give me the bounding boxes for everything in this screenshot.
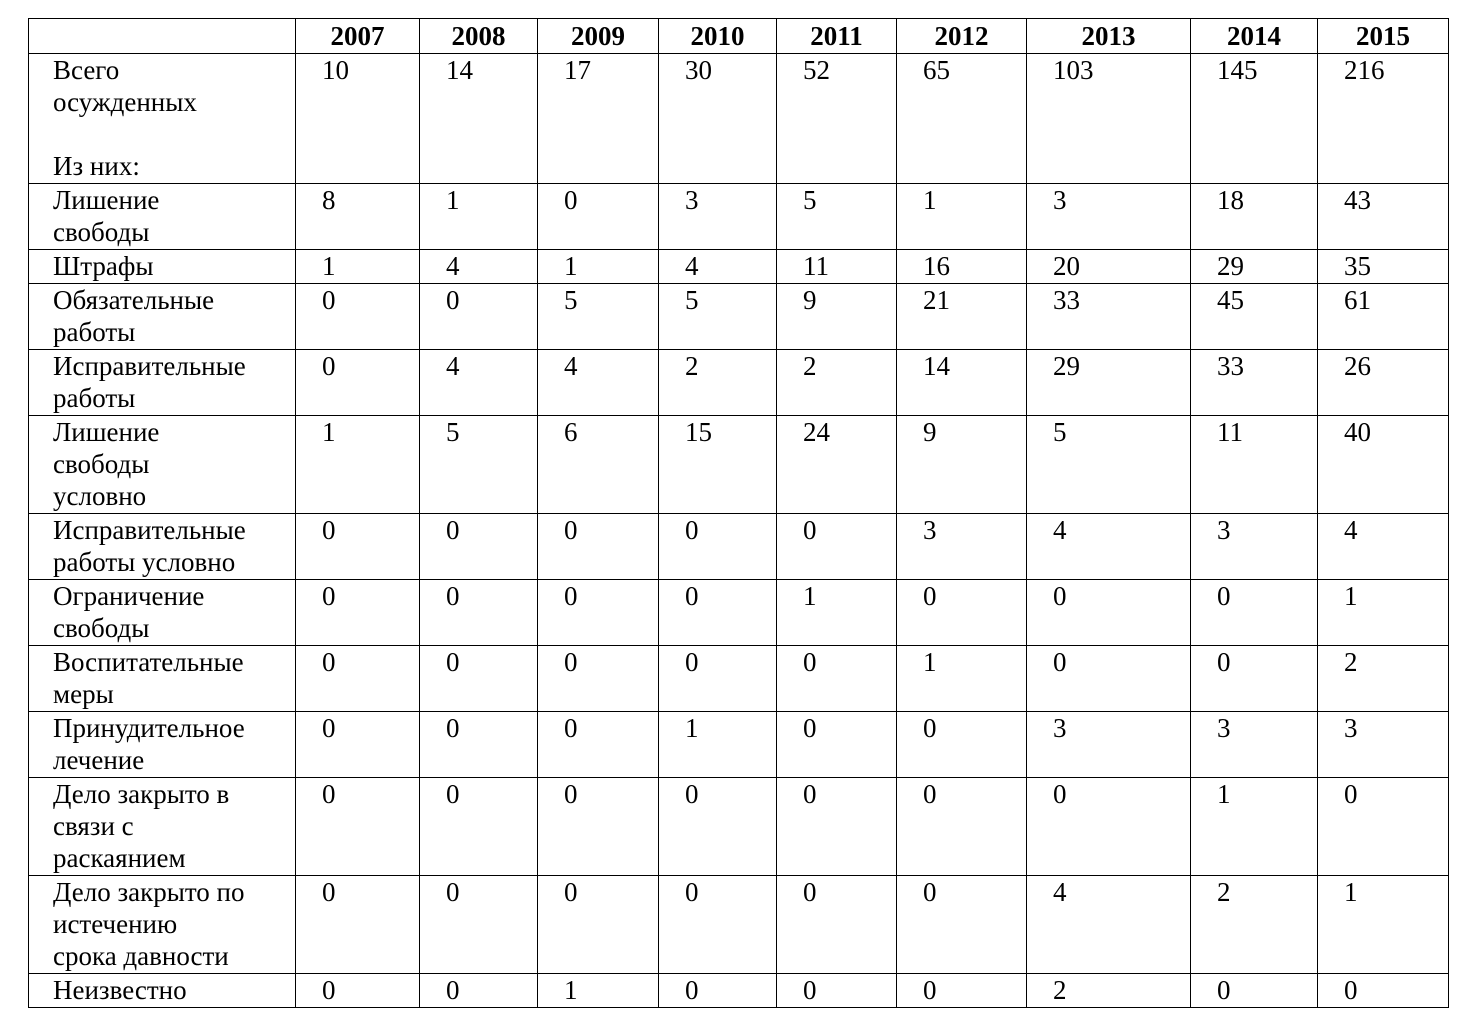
value-cell: 65 — [897, 54, 1027, 184]
value-cell: 0 — [1027, 580, 1191, 646]
value-cell: 33 — [1027, 284, 1191, 350]
value-cell: 15 — [659, 416, 777, 514]
value-cell: 0 — [1191, 580, 1318, 646]
value-cell: 3 — [1027, 712, 1191, 778]
value-cell: 43 — [1318, 184, 1449, 250]
row-label-cell — [29, 416, 296, 514]
row-label: Всего осужденных Из них: — [53, 55, 197, 181]
value-cell: 5 — [659, 284, 777, 350]
row-label-cell — [29, 778, 296, 876]
value-cell: 0 — [420, 646, 538, 712]
table-row — [29, 284, 1449, 350]
table-row — [29, 580, 1449, 646]
value-cell: 2 — [1027, 974, 1191, 1008]
row-label: Исправительные работы условно — [53, 515, 246, 577]
value-cell: 0 — [659, 778, 777, 876]
row-label: Дело закрыто по истечению срока давности — [53, 877, 245, 971]
value-cell: 29 — [1191, 250, 1318, 284]
value-cell: 0 — [897, 580, 1027, 646]
row-label: Принудительное лечение — [53, 713, 245, 775]
value-cell: 2 — [1318, 646, 1449, 712]
value-cell: 10 — [296, 54, 420, 184]
value-cell: 11 — [777, 250, 897, 284]
value-cell: 5 — [420, 416, 538, 514]
value-cell: 0 — [1318, 974, 1449, 1008]
value-cell: 0 — [538, 876, 659, 974]
year-header: 2010 — [659, 19, 777, 54]
value-cell: 0 — [897, 712, 1027, 778]
value-cell: 4 — [420, 350, 538, 416]
value-cell: 0 — [538, 184, 659, 250]
value-cell: 2 — [659, 350, 777, 416]
value-cell: 0 — [777, 712, 897, 778]
row-label-cell — [29, 54, 296, 184]
row-label: Воспитательные меры — [53, 647, 244, 709]
value-cell: 61 — [1318, 284, 1449, 350]
row-label: Дело закрыто в связи с раскаянием — [53, 779, 230, 873]
value-cell: 0 — [296, 350, 420, 416]
year-header: 2008 — [420, 19, 538, 54]
value-cell: 33 — [1191, 350, 1318, 416]
value-cell: 5 — [538, 284, 659, 350]
table-row — [29, 974, 1449, 1008]
year-header: 2012 — [897, 19, 1027, 54]
value-cell: 1 — [777, 580, 897, 646]
value-cell: 0 — [659, 580, 777, 646]
value-cell: 4 — [1318, 514, 1449, 580]
value-cell: 4 — [1027, 514, 1191, 580]
header-row — [29, 19, 1449, 54]
row-label-cell — [29, 350, 296, 416]
value-cell: 3 — [1027, 184, 1191, 250]
value-cell: 3 — [1191, 514, 1318, 580]
value-cell: 30 — [659, 54, 777, 184]
value-cell: 1 — [1318, 580, 1449, 646]
row-label: Неизвестно — [53, 975, 187, 1005]
table-row — [29, 646, 1449, 712]
value-cell: 0 — [538, 712, 659, 778]
value-cell: 0 — [538, 514, 659, 580]
row-label: Обязательные работы — [53, 285, 215, 347]
value-cell: 1 — [1191, 778, 1318, 876]
value-cell: 0 — [777, 514, 897, 580]
value-cell: 5 — [777, 184, 897, 250]
value-cell: 0 — [1191, 646, 1318, 712]
value-cell: 0 — [777, 876, 897, 974]
value-cell: 0 — [659, 646, 777, 712]
value-cell: 2 — [1191, 876, 1318, 974]
value-cell: 18 — [1191, 184, 1318, 250]
value-cell: 0 — [296, 778, 420, 876]
value-cell: 1 — [538, 250, 659, 284]
value-cell: 26 — [1318, 350, 1449, 416]
value-cell: 1 — [296, 250, 420, 284]
value-cell: 0 — [296, 284, 420, 350]
table-row — [29, 712, 1449, 778]
value-cell: 1 — [296, 416, 420, 514]
value-cell: 29 — [1027, 350, 1191, 416]
row-label: Исправительные работы — [53, 351, 246, 413]
year-header: 2013 — [1027, 19, 1191, 54]
value-cell: 52 — [777, 54, 897, 184]
table-row — [29, 184, 1449, 250]
value-cell: 9 — [897, 416, 1027, 514]
value-cell: 1 — [420, 184, 538, 250]
value-cell: 14 — [897, 350, 1027, 416]
year-header: 2007 — [296, 19, 420, 54]
value-cell: 0 — [420, 580, 538, 646]
value-cell: 3 — [1191, 712, 1318, 778]
value-cell: 16 — [897, 250, 1027, 284]
value-cell: 3 — [897, 514, 1027, 580]
value-cell: 1 — [538, 974, 659, 1008]
value-cell: 3 — [1318, 712, 1449, 778]
value-cell: 9 — [777, 284, 897, 350]
value-cell: 4 — [538, 350, 659, 416]
value-cell: 103 — [1027, 54, 1191, 184]
row-label-cell — [29, 580, 296, 646]
value-cell: 2 — [777, 350, 897, 416]
value-cell: 0 — [420, 876, 538, 974]
table-row — [29, 778, 1449, 876]
row-label-cell — [29, 184, 296, 250]
value-cell: 3 — [659, 184, 777, 250]
value-cell: 4 — [1027, 876, 1191, 974]
table-row — [29, 250, 1449, 284]
value-cell: 0 — [897, 974, 1027, 1008]
row-label: Ограничение свободы — [53, 581, 205, 643]
row-label-cell — [29, 712, 296, 778]
row-label: Лишение свободы условно — [53, 417, 160, 511]
value-cell: 4 — [420, 250, 538, 284]
table-row — [29, 54, 1449, 184]
row-label: Штрафы — [53, 251, 154, 281]
value-cell: 0 — [420, 284, 538, 350]
value-cell: 21 — [897, 284, 1027, 350]
value-cell: 0 — [659, 876, 777, 974]
table-row — [29, 350, 1449, 416]
header-corner-cell — [29, 19, 296, 54]
value-cell: 216 — [1318, 54, 1449, 184]
value-cell: 0 — [538, 580, 659, 646]
value-cell: 35 — [1318, 250, 1449, 284]
value-cell: 8 — [296, 184, 420, 250]
value-cell: 0 — [897, 876, 1027, 974]
value-cell: 0 — [1027, 778, 1191, 876]
table-row — [29, 876, 1449, 974]
value-cell: 0 — [420, 778, 538, 876]
value-cell: 5 — [1027, 416, 1191, 514]
value-cell: 1 — [659, 712, 777, 778]
value-cell: 40 — [1318, 416, 1449, 514]
row-label-cell — [29, 974, 296, 1008]
value-cell: 0 — [296, 646, 420, 712]
value-cell: 0 — [777, 646, 897, 712]
year-header: 2011 — [777, 19, 897, 54]
value-cell: 6 — [538, 416, 659, 514]
value-cell: 0 — [296, 974, 420, 1008]
value-cell: 0 — [1027, 646, 1191, 712]
year-header: 2009 — [538, 19, 659, 54]
row-label: Лишение свободы — [53, 185, 160, 247]
value-cell: 0 — [1191, 974, 1318, 1008]
year-header: 2015 — [1318, 19, 1449, 54]
value-cell: 0 — [777, 974, 897, 1008]
value-cell: 20 — [1027, 250, 1191, 284]
value-cell: 24 — [777, 416, 897, 514]
sentencing-statistics-table — [28, 18, 1449, 1008]
value-cell: 1 — [1318, 876, 1449, 974]
value-cell: 0 — [296, 876, 420, 974]
value-cell: 145 — [1191, 54, 1318, 184]
row-label-cell — [29, 646, 296, 712]
value-cell: 0 — [777, 778, 897, 876]
table-row — [29, 416, 1449, 514]
row-label-cell — [29, 514, 296, 580]
row-label-cell — [29, 876, 296, 974]
value-cell: 0 — [296, 580, 420, 646]
value-cell: 0 — [897, 778, 1027, 876]
value-cell: 45 — [1191, 284, 1318, 350]
value-cell: 14 — [420, 54, 538, 184]
value-cell: 0 — [296, 712, 420, 778]
value-cell: 0 — [659, 514, 777, 580]
value-cell: 11 — [1191, 416, 1318, 514]
year-header: 2014 — [1191, 19, 1318, 54]
row-label-cell — [29, 250, 296, 284]
value-cell: 0 — [1318, 778, 1449, 876]
value-cell: 0 — [538, 646, 659, 712]
table-body — [29, 54, 1449, 1008]
value-cell: 0 — [659, 974, 777, 1008]
value-cell: 0 — [420, 974, 538, 1008]
value-cell: 0 — [420, 514, 538, 580]
value-cell: 17 — [538, 54, 659, 184]
value-cell: 0 — [420, 712, 538, 778]
value-cell: 0 — [538, 778, 659, 876]
value-cell: 0 — [296, 514, 420, 580]
row-label-cell — [29, 284, 296, 350]
value-cell: 1 — [897, 646, 1027, 712]
value-cell: 1 — [897, 184, 1027, 250]
value-cell: 4 — [659, 250, 777, 284]
table-row — [29, 514, 1449, 580]
